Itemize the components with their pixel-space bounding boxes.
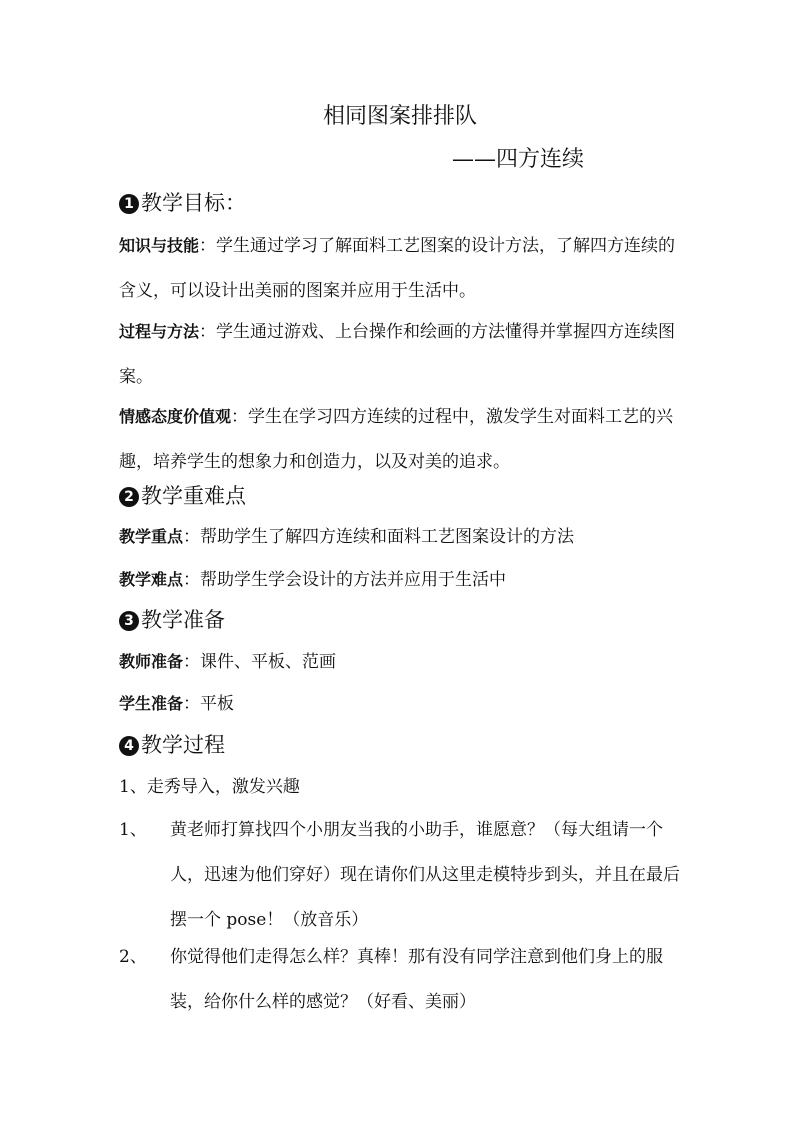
key-point-text: 帮助学生了解四方连续和面料工艺图案设计的方法 <box>200 527 575 547</box>
document-title: 相同图案排排队 <box>322 104 477 129</box>
key-point-text: 帮助学生学会设计的方法并应用于生活中 <box>200 570 507 590</box>
section-heading-text: 教学过程 <box>141 733 225 757</box>
key-point-label: 教学难点 <box>119 570 184 589</box>
section-number-badge: 4 <box>119 736 139 756</box>
document-subtitle: ——四方连续 <box>452 147 585 172</box>
key-point-difficulty <box>119 565 506 595</box>
preparation-text: 课件、平板、范画 <box>200 652 337 672</box>
key-point-focus <box>119 522 574 552</box>
key-point-label: 教学重点 <box>119 527 184 546</box>
objective-text: 学生通过游戏、上台操作和绘画的方法懂得并掌握四方连续图案。 <box>119 322 676 387</box>
section-heading-key-points <box>119 481 246 511</box>
preparation-label: 教师准备 <box>119 652 184 671</box>
preparation-label: 学生准备 <box>119 694 184 713</box>
section-heading-text: 教学目标： <box>141 191 246 215</box>
process-item-text: 黄老师打算找四个小朋友当我的小助手，谁愿意？（每大组请一个人，迅速为他们穿好）现在请你们从这里走模特步到头，并且在最后摆一个 pose！（放音乐） <box>170 820 680 930</box>
label-separator: ： <box>183 570 201 590</box>
objective-label: 情感态度价值观 <box>119 407 232 426</box>
objective-text: 学生通过学习了解面料工艺图案的设计方法，了解四方连续的含义，可以设计出美丽的图案并应用于生活中。 <box>119 236 676 301</box>
label-separator: ： <box>199 322 217 342</box>
section-heading-process <box>119 730 225 760</box>
section-heading-text: 教学重难点 <box>141 484 246 508</box>
label-separator: ： <box>183 527 201 547</box>
preparation-student <box>119 689 234 719</box>
section-number-badge: 3 <box>119 611 139 631</box>
objective-text: 学生在学习四方连续的过程中，激发学生对面料工艺的兴趣，培养学生的想象力和创造力，以及对美的追求。 <box>119 407 674 472</box>
section-number-badge: 1 <box>119 194 139 214</box>
section-heading-text: 教学准备 <box>141 608 225 632</box>
objective-knowledge <box>119 223 679 314</box>
section-heading-objectives <box>119 188 246 218</box>
objective-label: 过程与方法 <box>119 322 200 341</box>
preparation-text: 平板 <box>200 694 235 714</box>
objective-process <box>119 309 679 400</box>
process-step-title: 1、走秀导入，激发兴趣 <box>119 777 300 797</box>
section-number-badge: 2 <box>119 487 139 507</box>
process-item-text: 你觉得他们走得怎么样？真棒！那有没有同学注意到他们身上的服装，给你什么样的感觉？（好看、美丽） <box>170 947 663 1012</box>
label-separator: ： <box>183 694 201 714</box>
section-heading-preparation <box>119 605 225 635</box>
label-separator: ： <box>183 652 201 672</box>
process-item-number: 2、 <box>119 947 147 967</box>
process-item-number: 1、 <box>119 820 147 840</box>
objective-label: 知识与技能 <box>119 236 200 255</box>
objective-emotion <box>119 394 679 485</box>
label-separator: ： <box>199 236 217 256</box>
preparation-teacher <box>119 647 336 677</box>
label-separator: ： <box>231 407 249 427</box>
